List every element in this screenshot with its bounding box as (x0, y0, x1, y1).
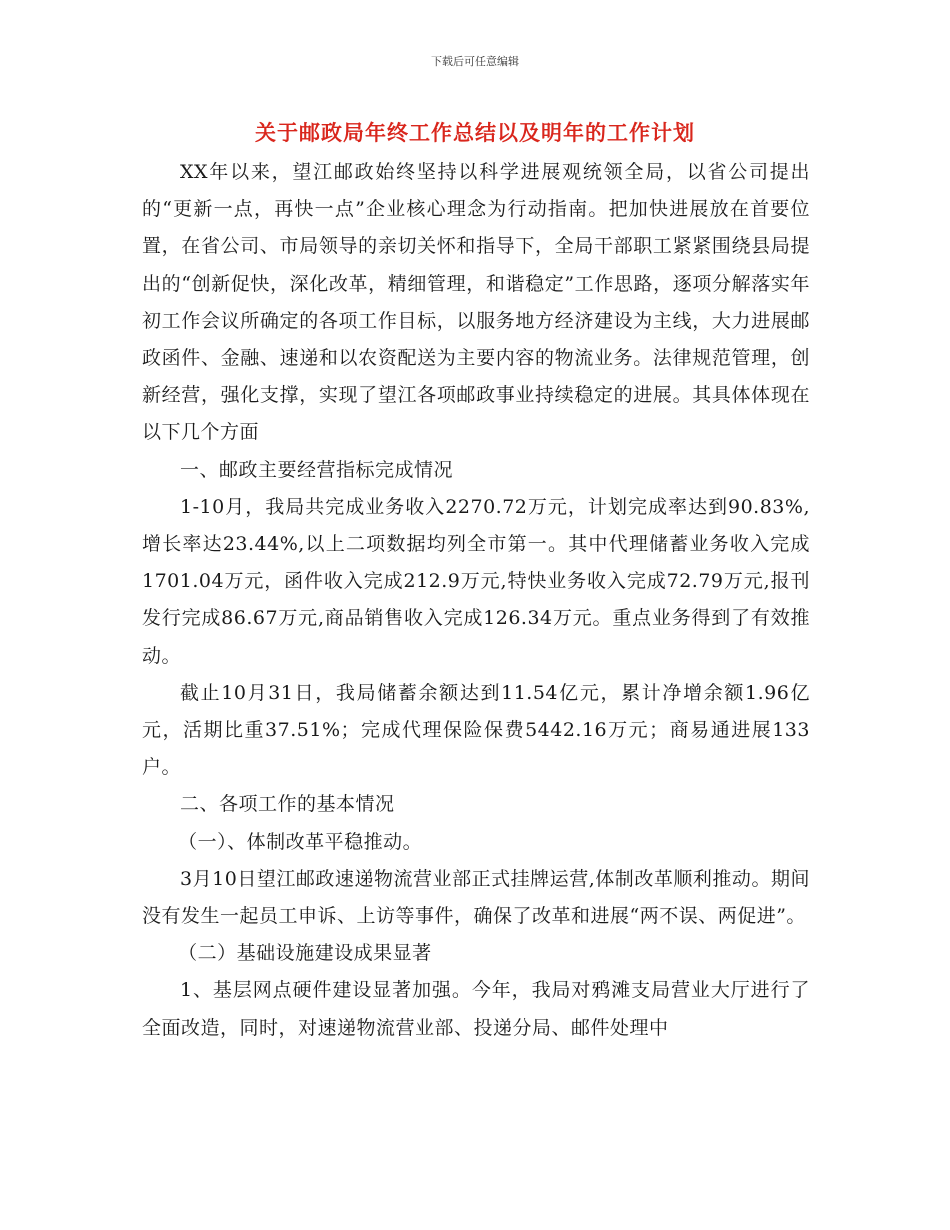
section-heading-1: 一、邮政主要经营指标完成情况 (180, 458, 454, 481)
section-heading-2: 二、各项工作的基本情况 (180, 793, 395, 816)
document-body (142, 154, 810, 1047)
page-title: 关于邮政局年终工作总结以及明年的工作计划 (255, 121, 695, 145)
paragraph-intro: XX年以来，望江邮政始终坚持以科学进展观统领全局，以省公司提出的“更新一点，再快一点”企业核心理念为行动指南。把加快进展放在首要位置，在省公司、市局领导的亲切关怀和指导下，全局干部职工紧紧围绕县局提出的“创新促快，深化改革，精细管理，和谐稳定”工作思路，逐项分解落实年初工作会议所确定的各项工作目标，以服务地方经济建设为主线，大力进展邮政函件、金融、速递和以农资配送为主要内容的物流业务。法律规范管理，创新经营，强化支撑，实现了望江各项邮政事业持续稳定的进展。其具体体现在以下几个方面 (142, 161, 810, 444)
paragraph-infrastructure: 1、基层网点硬件建设显著加强。今年，我局对鸦滩支局营业大厅进行了全面改造，同时，对速递物流营业部、投递分局、邮件处理中 (142, 979, 810, 1039)
subsection-heading-1: （一）、体制改革平稳推动。 (178, 830, 423, 853)
paragraph-savings: 截止10月31日，我局储蓄余额达到11.54亿元，累计净增余额1.96亿元，活期比重37.51%；完成代理保险保费5442.16万元；商易通进展133户。 (142, 681, 810, 779)
header-note: 下载后可任意编辑 (431, 55, 519, 68)
subsection-heading-2: （二）基础设施建设成果显著 (178, 942, 432, 965)
paragraph-reform: 3月10日望江邮政速递物流营业部正式挂牌运营,体制改革顺利推动。期间没有发生一起员工申诉、上访等事件，确保了改革和进展“两不误、两促进”。 (142, 867, 810, 928)
paragraph-revenue: 1-10月，我局共完成业务收入2270.72万元，计划完成率达到90.83%,增长率达23.44%,以上二项数据均列全市第一。其中代理储蓄业务收入完成1701.04万元，函件收入完成212.9万元,特快业务收入完成72.79万元,报刊发行完成86.67万元,商品销售收入完成126.34万元。重点业务得到了有效推动。 (142, 495, 810, 667)
